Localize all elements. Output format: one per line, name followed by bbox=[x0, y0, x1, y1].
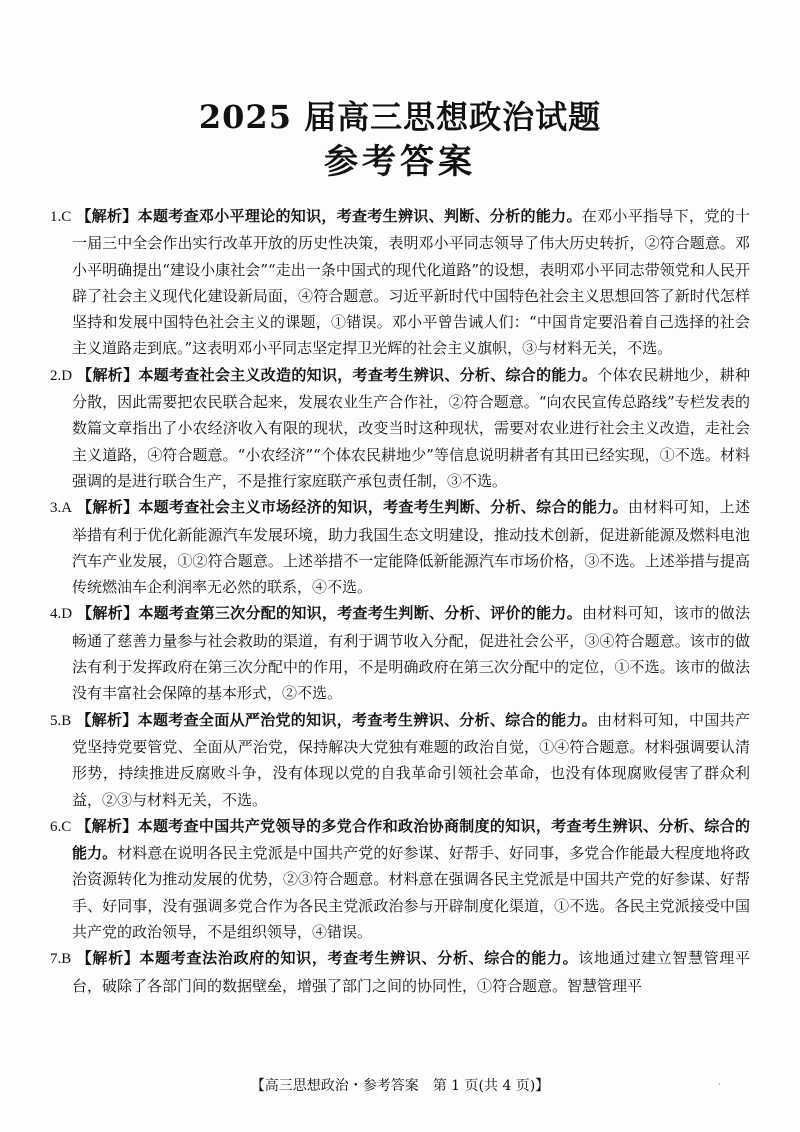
page-footer: 【高三思想政治・参考答案 第 1 页(共 4 页)】 bbox=[250, 1078, 550, 1094]
corner-mark: · bbox=[718, 1080, 721, 1090]
answer-list bbox=[50, 203, 750, 999]
answer-body: 由材料可知，该市的做法畅通了慈善力量参与社会救助的渠道，有利于调节收入分配，促进社会公平，③④符合题意。该市的做法有利于发挥政府在第三次分配中的作用，不是明确政府在第三次分配中的定位，①不选。该市的做法没有丰富社会保障的基本形式，②不选。 bbox=[72, 604, 750, 703]
page-title: 2025 届高三思想政治试题 bbox=[198, 98, 602, 136]
answer-number: 5.B bbox=[50, 712, 72, 729]
analysis-tag: 【解析】 bbox=[76, 816, 138, 835]
answer-item-1 bbox=[50, 203, 750, 362]
analysis-tag: 【解析】 bbox=[76, 949, 140, 968]
answer-summary: 本题考查邓小平理论的知识，考查考生辨识、判断、分析的能力。 bbox=[137, 207, 582, 225]
answer-summary: 本题考查全面从严治党的知识，考查考生辨识、分析、综合的能力。 bbox=[137, 710, 598, 729]
analysis-tag: 【解析】 bbox=[77, 604, 139, 623]
answer-body: 材料意在说明各民主党派是中国共产党的好参谋、好帮手、好同事，多党合作能最大程度地将政治资源转化为推动发展的优势，②③符合题意。材料意在强调各民主党派是中国共产党的好参谋、好帮手、好同事，没有强调多党合作为各民主党派政治参与开辟制度化渠道，①不选。各民主党派接受中国共产党的政治领导，不是组织领导，④错误。 bbox=[72, 844, 750, 942]
answer-number: 2.D bbox=[50, 367, 73, 384]
answer-summary: 本题考查社会主义市场经济的知识，考查考生判断、分析、综合的能力。 bbox=[138, 498, 628, 517]
answer-body: 个体农民耕地少，耕种分散，因此需要把农民联合起来，发展农业生产合作社，②符合题意。“向农民宣传总路线”专栏发表的数篇文章指出了小农经济收入有限的现状，改变当时这种现状，需要对农业进行社会主义改造，走社会主义道路，④符合题意。“小农经济”“个体农民耕地少”等信息说明耕者有其田已经实现，①不选。材料强调的是进行联合生产，不是推行家庭联产承包责任制，③不选。 bbox=[72, 365, 750, 490]
answer-number: 7.B bbox=[50, 951, 72, 968]
answer-body: 在邓小平指导下，党的十一届三中全会作出实行改革开放的历史性决策，表明邓小平同志领导了伟大历史转折，②符合题意。邓小平明确提出“建设小康社会”“走出一条中国式的现代化道路”的设想，表明邓小平同志带领党和人民开辟了社会主义现代化建设新局面，④符合题意。习近平新时代中国特色社会主义思想回答了新时代怎样坚持和发展中国特色社会主义的课题，①错误。邓小平曾告诫人们：“中国肯定要沿着自己选择的社会主义道路走到底。”这表明邓小平同志坚定捍卫光辉的社会主义旗帜，③与材料无关，不选。 bbox=[72, 207, 750, 358]
answer-summary: 本题考查法治政府的知识，考查考生辨识、分析、综合的能力。 bbox=[139, 949, 579, 968]
analysis-tag: 【解析】 bbox=[76, 710, 138, 729]
answer-item-5 bbox=[50, 707, 750, 813]
answer-body: 由材料可知，中国共产党坚持党要管党、全面从严治党，保持解决大党独有难题的政治自觉，①④符合题意。材料强调要认清形势，持续推进反腐败斗争，没有体现以党的自我革命引领社会革命，也没有体现腐败侵害了群众利益，②③与材料无关，不选。 bbox=[72, 710, 750, 809]
answer-item-7 bbox=[50, 945, 750, 999]
answer-number: 6.C bbox=[50, 818, 72, 835]
answer-item-6 bbox=[50, 813, 750, 945]
answer-item-3 bbox=[50, 494, 750, 600]
answer-number: 3.A bbox=[50, 500, 73, 517]
analysis-tag: 【解析】 bbox=[77, 365, 139, 384]
analysis-tag: 【解析】 bbox=[76, 207, 138, 225]
analysis-tag: 【解析】 bbox=[77, 498, 139, 517]
page-subtitle: 参考答案 bbox=[324, 142, 476, 182]
answer-summary: 本题考查中国共产党领导的多党合作和政治协商制度的知识，考查考生辨识、分析、综合的能力。 bbox=[72, 816, 750, 863]
answer-number: 4.D bbox=[50, 606, 73, 623]
answer-item-4 bbox=[50, 600, 750, 706]
answer-item-2 bbox=[50, 362, 750, 494]
answer-body: 由材料可知，上述举措有利于优化新能源汽车发展环境，助力我国生态文明建设，推动技术创新，促进新能源及燃料电池汽车产业发展，①②符合题意。上述举措不一定能降低新能源汽车市场价格，③不选。上述举措与提高传统燃油车企利润率无必然的联系，④不选。 bbox=[72, 498, 750, 597]
answer-summary: 本题考查第三次分配的知识，考查考生判断、分析、评价的能力。 bbox=[138, 604, 582, 623]
answer-number: 1.C bbox=[50, 209, 72, 225]
answer-summary: 本题考查社会主义改造的知识，考查考生辨识、分析、综合的能力。 bbox=[138, 365, 598, 384]
answer-body: 该地通过建立智慧管理平台，破除了各部门间的数据壁垒，增强了部门之间的协同性，①符合题意。智慧管理平 bbox=[72, 949, 750, 995]
